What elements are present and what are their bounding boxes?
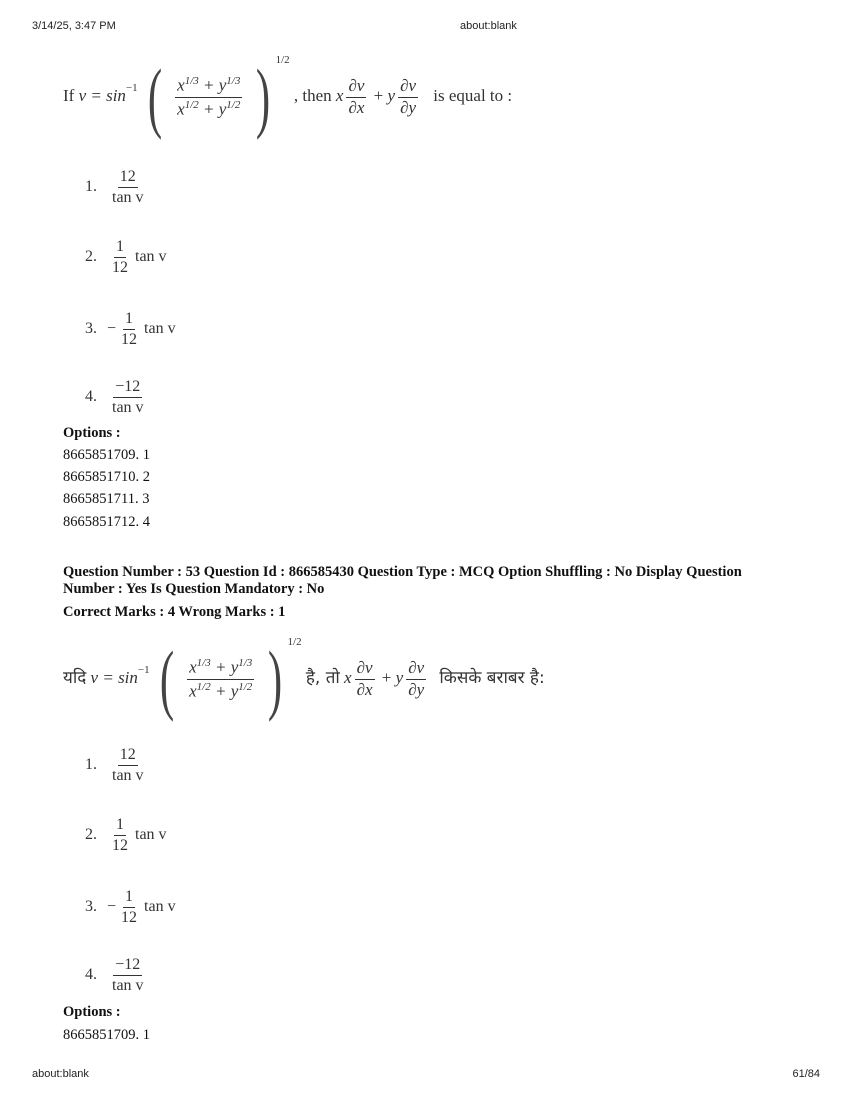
option-id-4: 8665851712. 4 [63, 514, 150, 530]
formula-inverse: −1 [125, 81, 138, 94]
formula-hi-suffix: किसके बराबर है: [439, 667, 545, 688]
browser-print-datetime: 3/14/25, 3:47 PM [32, 20, 116, 32]
choice-3: 3. − $\frac{1}{12}$ tan v [85, 310, 176, 348]
question-formula-en: If $v = \sin^{-1}$ ( $\frac{x^{1/3} + y^{1/3}}{x^{1/2} + y^{1/2}}$ ) $^{1/2}$ , then x $\frac{\partial v}{\partial x}$ + y $\frac{\partial v}{\partial y}$ is equal to : [63, 53, 513, 140]
left-paren: ( [147, 53, 163, 140]
formula-v-eq: v = sin [78, 85, 126, 105]
formula-hi-mid: है, तो [305, 667, 340, 688]
formula-hi-prefix: यदि [63, 667, 87, 688]
footer-url: about:blank [32, 1068, 89, 1080]
question-formula-hi: यदि $v = \sin^{-1}$ ( $\frac{x^{1/3} + y^{1/3}}{x^{1/2} + y^{1/2}}$ ) $^{1/2}$ है, तो x $\frac{\partial v}{\partial x}$ + y $\frac{\partial v}{\partial y}$ किसके बराबर है: [63, 635, 545, 722]
choice-hi-1: 1. $\frac{12}{\text{tan v}}$ [85, 746, 144, 784]
formula-if: If [63, 85, 75, 105]
choice-2: 2. $\frac{1}{12}$ tan v [85, 238, 167, 276]
browser-print-url: about:blank [460, 20, 517, 32]
question-marks: Correct Marks : 4 Wrong Marks : 1 [63, 604, 286, 620]
right-paren: ) [255, 53, 270, 140]
choice-hi-3: 3. − $\frac{1}{12}$ tan v [85, 888, 176, 926]
choice-hi-4: 4. $\frac{-12}{\text{tan v}}$ [85, 956, 144, 994]
option-id-3: 8665851711. 3 [63, 491, 150, 507]
footer-page-number: 61/84 [792, 1068, 820, 1080]
option-id-1: 8665851709. 1 [63, 447, 150, 463]
option-id-2: 8665851710. 2 [63, 469, 150, 485]
options-label: Options : [63, 425, 121, 441]
option-id-5: 8665851709. 1 [63, 1027, 150, 1043]
choice-hi-2: 2. $\frac{1}{12}$ tan v [85, 816, 167, 854]
formula-then: , then [293, 85, 332, 105]
options-label-2: Options : [63, 1004, 121, 1020]
choice-1: 1. $\frac{12}{\text{tan v}}$ [85, 168, 144, 206]
formula-suffix: is equal to : [433, 85, 513, 105]
question-meta: Question Number : 53 Question Id : 866585430 Question Type : MCQ Option Shuffling : No Display Question Number : Yes Is Question Mandatory : No [63, 564, 742, 597]
choice-4: 4. $\frac{-12}{\text{tan v}}$ [85, 378, 144, 416]
formula-inner-fraction: $\frac{x^{1/3} + y^{1/3}}{x^{1/2} + y^{1/2}}$ [177, 75, 241, 119]
